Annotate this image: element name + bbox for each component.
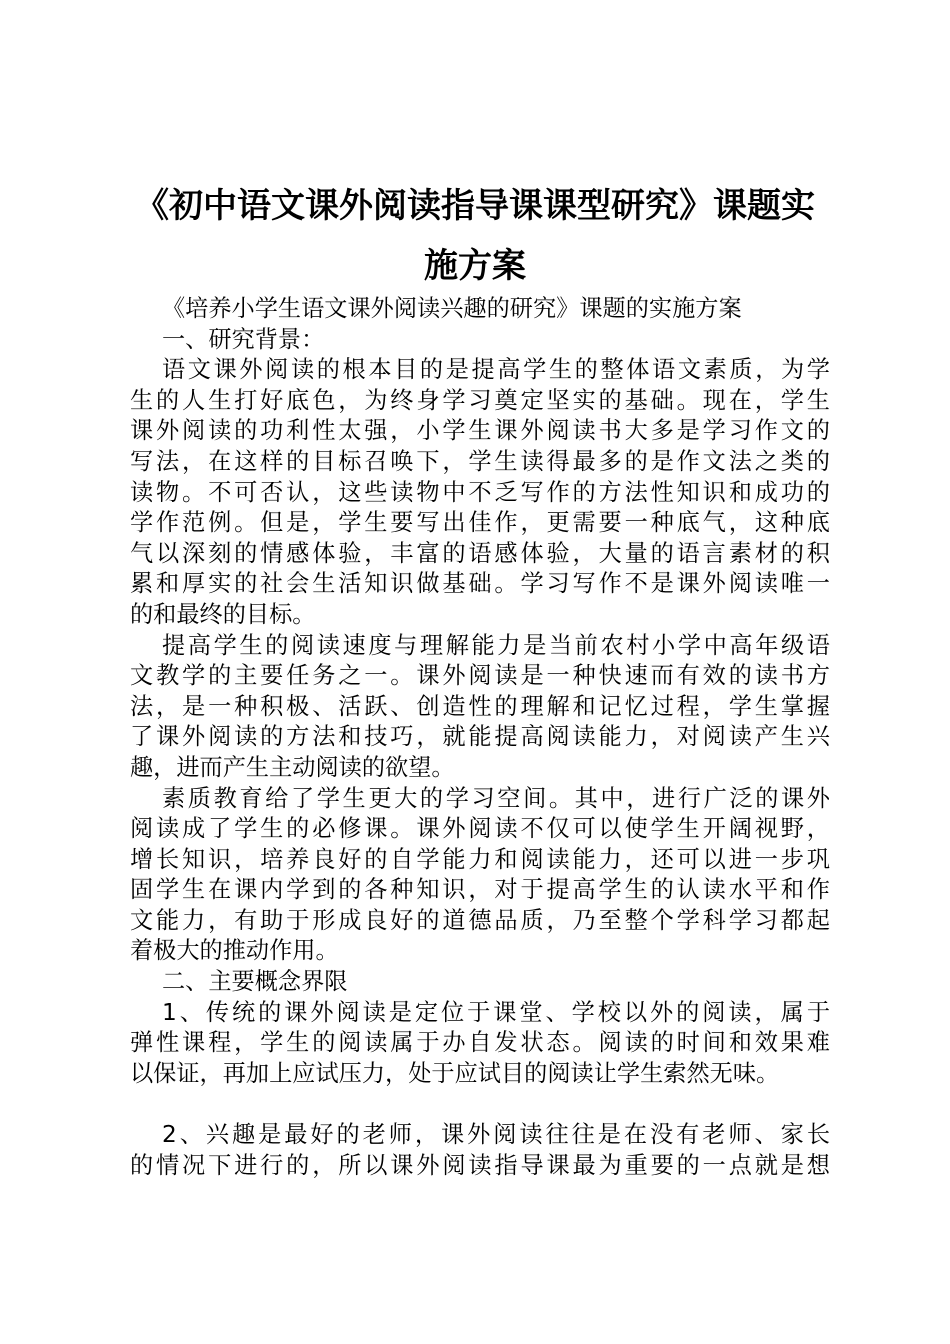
body-text-line: 增长知识，培养良好的自学能力和阅读能力，还可以进一步巩 bbox=[130, 845, 830, 873]
body-text-line: 生的人生打好底色，为终身学习奠定坚实的基础。现在，学生 bbox=[130, 386, 830, 414]
body-text-line: 写法，在这样的目标召唤下，学生读得最多的是作文法之类的 bbox=[130, 447, 830, 475]
body-text-line bbox=[130, 1089, 830, 1120]
body-text-line: 文教学的主要任务之一。课外阅读是一种快速而有效的读书方 bbox=[130, 662, 830, 690]
document-title-line-2: 施方案 bbox=[424, 246, 526, 286]
body-text-line: 的和最终的目标。 bbox=[130, 600, 316, 628]
body-text-line: 2、兴趣是最好的老师，课外阅读往往是在没有老师、家长 bbox=[162, 1121, 830, 1149]
body-text-line: 课外阅读的功利性太强，小学生课外阅读书大多是学习作文的 bbox=[130, 417, 830, 445]
body-text-line: 1、传统的课外阅读是定位于课堂、学校以外的阅读，属于 bbox=[162, 998, 830, 1026]
body-text-line: 二、主要概念界限 bbox=[162, 968, 348, 996]
body-text-line: 累和厚实的社会生活知识做基础。学习写作不是课外阅读唯一 bbox=[130, 570, 830, 598]
body-text-line: 提高学生的阅读速度与理解能力是当前农村小学中高年级语 bbox=[162, 631, 830, 659]
document-body bbox=[130, 294, 830, 1181]
body-text-line: 弹性课程，学生的阅读属于办自发状态。阅读的时间和效果难 bbox=[130, 1029, 830, 1057]
body-text-line: 阅读成了学生的必修课。课外阅读不仅可以使学生开阔视野， bbox=[130, 815, 830, 843]
body-text-line: 着极大的推动作用。 bbox=[130, 937, 339, 965]
document-title-line-1: 《初中语文课外阅读指导课课型研究》课题实 bbox=[135, 186, 815, 226]
body-text-line: 读物。不可否认，这些读物中不乏写作的方法性知识和成功的 bbox=[130, 478, 830, 506]
body-text-line: 以保证，再加上应试压力，处于应试目的阅读让学生索然无味。 bbox=[130, 1059, 780, 1087]
body-text-line: 了课外阅读的方法和技巧，就能提高阅读能力，对阅读产生兴 bbox=[130, 723, 830, 751]
body-text-line: 的情况下进行的，所以课外阅读指导课最为重要的一点就是想 bbox=[130, 1151, 830, 1179]
body-text-line: 《培养小学生语文课外阅读兴趣的研究》课题的实施方案 bbox=[162, 295, 742, 322]
body-text-line: 文能力，有助于形成良好的道德品质，乃至整个学科学习都起 bbox=[130, 906, 830, 934]
body-text-line: 固学生在课内学到的各种知识，对于提高学生的认读水平和作 bbox=[130, 876, 830, 904]
body-text-line: 素质教育给了学生更大的学习空间。其中，进行广泛的课外 bbox=[162, 784, 830, 812]
body-text-line: 学作范例。但是，学生要写出佳作，更需要一种底气，这种底 bbox=[130, 509, 830, 537]
body-text-line: 气以深刻的情感体验，丰富的语感体验，大量的语言素材的积 bbox=[130, 539, 830, 567]
body-text-line: 趣，进而产生主动阅读的欲望。 bbox=[130, 753, 455, 781]
body-text-line: 一、研究背景： bbox=[162, 325, 325, 353]
body-text-line: 法，是一种积极、活跃、创造性的理解和记忆过程，学生掌握 bbox=[130, 692, 830, 720]
body-text-line: 语文课外阅读的根本目的是提高学生的整体语文素质，为学 bbox=[162, 356, 830, 384]
